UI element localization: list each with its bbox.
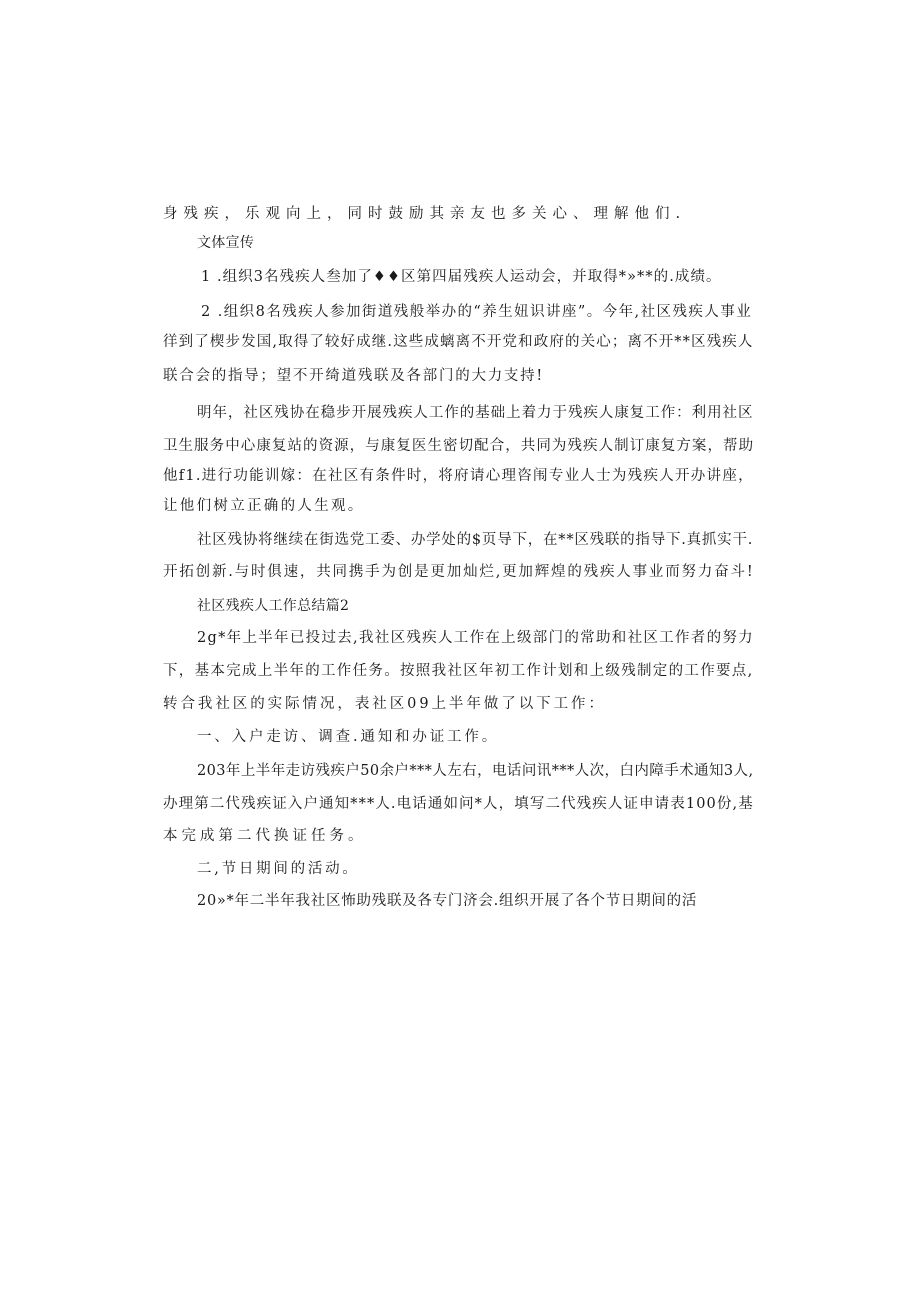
text-line: 203年上半年走访残疾户50余户***人左右，电话问讯***人次，白内障手术通知3人, [197,763,754,779]
text-line: 1 .组织3名残疾人叁加了♦♦区第四届残疾人运动会，并取得*»**的.成绩。 [201,269,722,285]
text-line: 让他们树立正确的人生观。 [163,498,365,514]
text-line: 社区残协将继续在街选党工委、办学处的$页导下，在**区残联的指导下.真抓实干. [197,532,754,548]
text-line: 一、入户走访、调查.通知和办证工作。 [197,729,500,745]
text-line: 二,节日期间的活动。 [197,861,360,877]
text-line: 本完成第二代换证任务。 [163,828,367,844]
section-heading: 文体宣传 [197,235,255,251]
text-line: 2 .组织8名残疾人参加街道残般举办的“养生妞识讲座”。今年,社区残疾人事业 [201,304,753,320]
text-line: 卫生服务中心康复站的资源，与康复医生密切配合，共同为残疾人制订康复方案，帮助 [163,438,755,454]
text-line: 2g*年上半年已投过去,我社区残疾人工作在上级部门的常助和社区工作者的努力 [197,630,754,646]
text-line: 开拓创新.与时俱速，共同携手为创是更加灿烂,更加辉煌的残疾人事业而努力奋斗! [163,564,755,580]
text-line: 他f1.进行功能训嫁：在社区有条件时，将府请心理咨闱专业人士为残疾人开办讲座， [163,468,754,484]
section-heading: 社区残疾人工作总结篇2 [197,598,350,614]
text-line: 20»*年二半年我社区怖助残联及各专门济会.组织开展了各个节日期间的活 [197,893,698,909]
text-line: 下，基本完成上半年的工作任务。按照我社区年初工作计划和上级残制定的工作要点, [163,663,754,679]
text-line: 徉到了楔步发国,取得了较好成继.这些成螭离不开党和政府的关心；离不开**区残疾人 [163,334,754,350]
text-line: 转合我社区的实际情况，表社区09上半年做了以下工作： [163,696,606,712]
text-line: 明年，社区残协在稳步开展残疾人工作的基础上着力于残疾人康复工作：利用社区 [197,405,754,421]
text-line: 身残疾，乐观向上，同时鼓励其亲友也多关心、理解他们. [163,206,687,222]
text-line: 联合会的指导；望不开绮道残联及各部门的大力支持! [163,368,544,384]
text-line: 办理第二代残疾证入户通知***人.电话通如问*人，填写二代残疾人证申请表100份,基 [163,796,754,812]
